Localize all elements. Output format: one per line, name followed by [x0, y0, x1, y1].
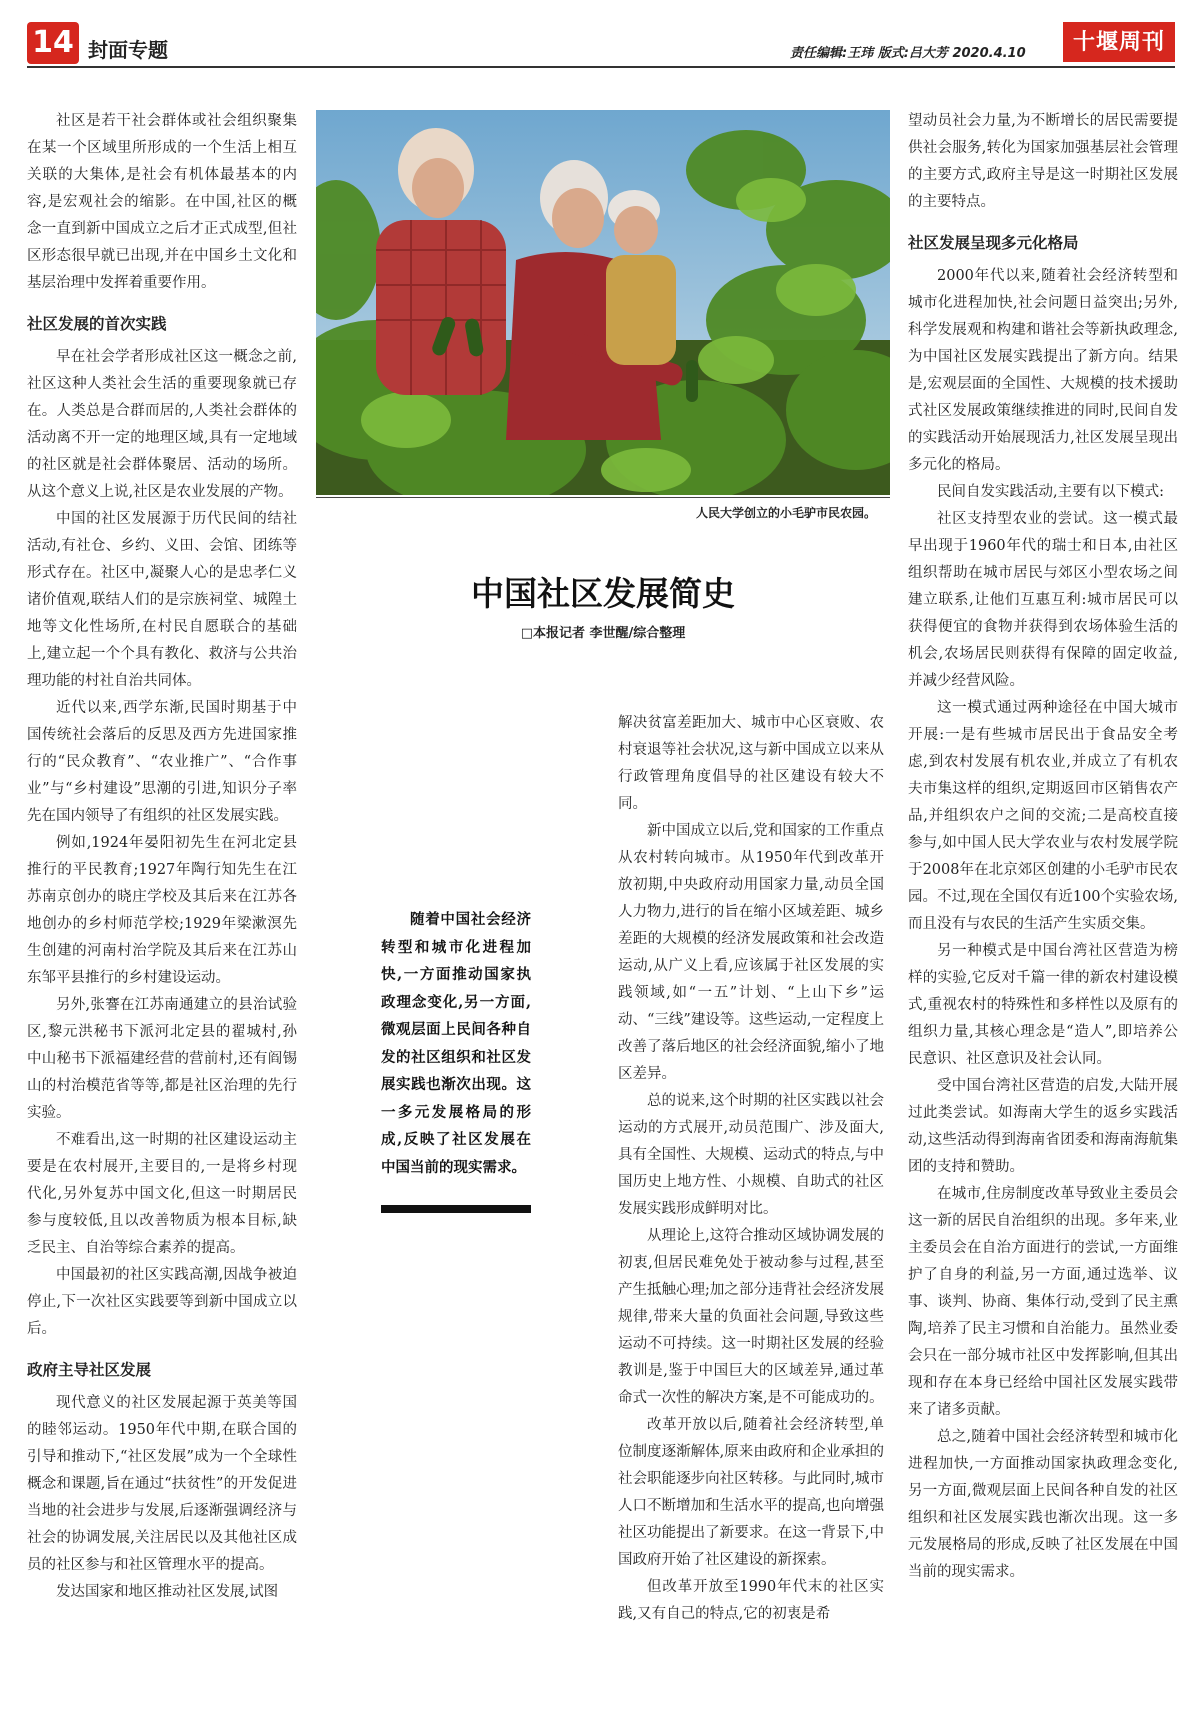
- subheading: 政府主导社区发展: [27, 1361, 152, 1379]
- paragraph: 近代以来,西学东渐,民国时期基于中国传统社会落后的反思及西方先进国家推行的“民众教育”、“农业推广”、“合作事业”与“乡村建设”思潮的引进,知识分子率先在国内领导了有组织的社区发展实践。: [27, 700, 297, 824]
- paragraph: 早在社会学者形成社区这一概念之前,社区这种人类社会生活的重要现象就已存在。人类总是合群而居的,人类社会群体的活动离不开一定的地理区域,具有一定地域的社区就是社会群体聚居、活动的场所。从这个意义上说,社区是农业发展的产物。: [27, 349, 297, 500]
- paragraph: 民间自发实践活动,主要有以下模式:: [937, 484, 1164, 500]
- editor-credits: 责任编辑:王玮 版式:吕大芳 2020.4.10: [790, 46, 1026, 61]
- paragraph: 不难看出,这一时期的社区建设运动主要是在农村展开,主要目的,一是将乡村现代化,另外复苏中国文化,但这一时期居民参与度较低,且以改善物质为根本目标,缺乏民主、自治等综合素养的提高。: [27, 1132, 297, 1256]
- article-column-3: [908, 108, 1178, 1586]
- pull-quote-text: 随着中国社会经济转型和城市化进程加快,一方面推动国家执政理念变化,另一方面,微观层面上民间各种自发的社区组织和社区发展实践也渐次出现。这一多元发展格局的形成,反映了社区发展在中国当前的现实需求。: [381, 911, 531, 1176]
- paragraph: 在城市,住房制度改革导致业主委员会这一新的居民自治组织的出现。多年来,业主委员会在自治方面进行的尝试,一方面维护了自身的利益,另一方面,通过选举、议事、谈判、协商、集体行动,受到了民主熏陶,培养了民主习惯和自治能力。虽然业委会只在一部分城市社区中发挥影响,但其出现和存在本身已经给中国社区发展实践带来了诸多贡献。: [908, 1186, 1178, 1418]
- paragraph: 中国最初的社区实践高潮,因战争被迫停止,下一次社区实践要等到新中国成立以后。: [27, 1267, 297, 1337]
- subheading: 社区发展呈现多元化格局: [908, 234, 1079, 252]
- garden-photo: [316, 110, 890, 495]
- paragraph: 现代意义的社区发展起源于英美等国的睦邻运动。1950年代中期,在联合国的引导和推动下,“社区发展”成为一个全球性概念和课题,旨在通过“扶贫性”的开发促进当地的社会进步与发展,后逐渐强调经济与社会的协调发展,关注居民以及其他社区成员的社区参与和社区管理水平的提高。: [27, 1395, 297, 1573]
- paragraph: 受中国台湾社区营造的启发,大陆开展过此类尝试。如海南大学生的返乡实践活动,这些活动得到海南省团委和海南海航集团的支持和赞助。: [908, 1078, 1178, 1175]
- paragraph: 新中国成立以后,党和国家的工作重点从农村转向城市。从1950年代到改革开放初期,中央政府动用国家力量,动员全国人力物力,进行的旨在缩小区域差距、城乡差距的大规模的经济发展政策和社会改造运动,从广义上看,应该属于社区发展的实践领域,如“一五”计划、“上山下乡”运动、“三线”建设等。这些运动,一定程度上改善了落后地区的社会经济面貌,缩小了地区差异。: [618, 823, 884, 1082]
- header-rule: [27, 66, 1175, 68]
- pull-quote-bar: [381, 1205, 531, 1213]
- section-title: 封面专题: [88, 38, 168, 62]
- subheading: 社区发展的首次实践: [27, 315, 167, 333]
- article-title: 中国社区发展简史: [471, 574, 735, 613]
- paragraph: 改革开放以后,随着社会经济转型,单位制度逐渐解体,原来由政府和企业承担的社会职能逐步向社区转移。与此同时,城市人口不断增加和生活水平的提高,也向增强社区功能提出了新要求。在这一背景下,中国政府开始了社区建设的新探索。: [618, 1417, 884, 1568]
- paragraph: 这一模式通过两种途径在中国大城市开展:一是有些城市居民出于食品安全考虑,到农村发展有机农业,并成立了有机农夫市集这样的组织,定期返回市区销售农产品,并组织农户之间的交流;二是高校直接参与,如中国人民大学农业与农村发展学院于2008年在北京郊区创建的小毛驴市民农园。不过,现在全国仅有近100个实验农场,而且没有与农民的生活产生实质交集。: [908, 700, 1178, 932]
- paragraph: 另一种模式是中国台湾社区营造为榜样的实验,它反对千篇一律的新农村建设模式,重视农村的特殊性和多样性以及原有的组织力量,其核心理念是“造人”,即培养公民意识、社区意识及社会认同。: [908, 943, 1178, 1067]
- article-column-1: [27, 108, 297, 1606]
- paragraph: 发达国家和地区推动社区发展,试图: [56, 1584, 279, 1600]
- paragraph: 社区支持型农业的尝试。这一模式最早出现于1960年代的瑞士和日本,由社区组织帮助在城市居民与郊区小型农场之间建立联系,让他们互惠互利:城市居民可以获得便宜的食物并获得到农场体验生活的机会,农场居民则获得有保障的固定收益,并减少经营风险。: [908, 511, 1178, 689]
- paragraph: 中国的社区发展源于历代民间的结社活动,有社仓、乡约、义田、会馆、团练等形式存在。社区中,凝聚人心的是忠孝仁义诸价值观,联结人们的是宗族祠堂、城隍土地等文化性场所,在村民自愿联合的基础上,建立起一个个具有教化、救济与公共治理功能的村社自治共同体。: [27, 511, 297, 689]
- caption-rule: [316, 497, 890, 498]
- paragraph: 例如,1924年晏阳初先生在河北定县推行的平民教育;1927年陶行知先生在江苏南京创办的晓庄学校及其后来在江苏各地创办的乡村师范学校;1929年梁漱溟先生创建的河南村治学院及其后来在江苏山东邹平县推行的乡村建设运动。: [27, 835, 297, 986]
- photo-caption: 人民大学创立的小毛驴市民农园。: [695, 506, 876, 520]
- pull-quote: [381, 906, 531, 1181]
- paragraph: 从理论上,这符合推动区域协调发展的初衷,但居民难免处于被动参与过程,甚至产生抵触心理;加之部分违背社会经济发展规律,带来大量的负面社会问题,导致这些运动不可持续。这一时期社区发展的经验教训是,鉴于中国巨大的区域差异,通过革命式一次性的解决方案,是不可能成功的。: [618, 1228, 884, 1406]
- byline: □本报记者 李世醒/综合整理: [520, 626, 686, 641]
- paragraph: 另外,张謇在江苏南通建立的县治试验区,黎元洪秘书下派河北定县的翟城村,孙中山秘书下派福建经营的营前村,还有阎锡山的村治模范省等等,都是社区治理的先行实验。: [27, 997, 297, 1121]
- paragraph: 望动员社会力量,为不断增长的居民需要提供社会服务,转化为国家加强基层社会管理的主要方式,政府主导是这一时期社区发展的主要特点。: [908, 113, 1178, 210]
- paragraph: 社区是若干社会群体或社会组织聚集在某一个区域里所形成的一个生活上相互关联的大集体,是社会有机体最基本的内容,是宏观社会的缩影。在中国,社区的概念一直到新中国成立之后才正式成型,但社区形态很早就已出现,并在中国乡土文化和基层治理中发挥着重要作用。: [27, 113, 297, 291]
- paragraph: 总的说来,这个时期的社区实践以社会运动的方式展开,动员范围广、涉及面大,具有全国性、大规模、运动式的特点,与中国历史上地方性、小规模、自助式的社区发展实践形成鲜明对比。: [618, 1093, 884, 1217]
- paragraph: 解决贫富差距加大、城市中心区衰败、农村衰退等社会状况,这与新中国成立以来从行政管理角度倡导的社区建设有较大不同。: [618, 715, 884, 812]
- masthead-logo: 十堰周刊: [1063, 22, 1175, 62]
- page-number: 14: [27, 22, 79, 64]
- page-header: [0, 0, 1200, 70]
- photo-illustration: [316, 110, 890, 495]
- article-column-2: [618, 710, 884, 1628]
- paragraph: 总之,随着中国社会经济转型和城市化进程加快,一方面推动国家执政理念变化,另一方面,微观层面上民间各种自发的社区组织和社区发展实践也渐次出现。这一多元发展格局的形成,反映了社区发展在中国当前的现实需求。: [908, 1429, 1178, 1580]
- paragraph: 2000年代以来,随着社会经济转型和城市化进程加快,社会问题日益突出;另外,科学发展观和构建和谐社会等新执政理念,为中国社区发展实践提出了新方向。结果是,宏观层面的全国性、大规模的技术援助式社区发展政策继续推进的同时,民间自发的实践活动开始展现活力,社区发展呈现出多元化的格局。: [908, 268, 1178, 473]
- paragraph: 但改革开放至1990年代末的社区实践,又有自己的特点,它的初衷是希: [618, 1579, 884, 1622]
